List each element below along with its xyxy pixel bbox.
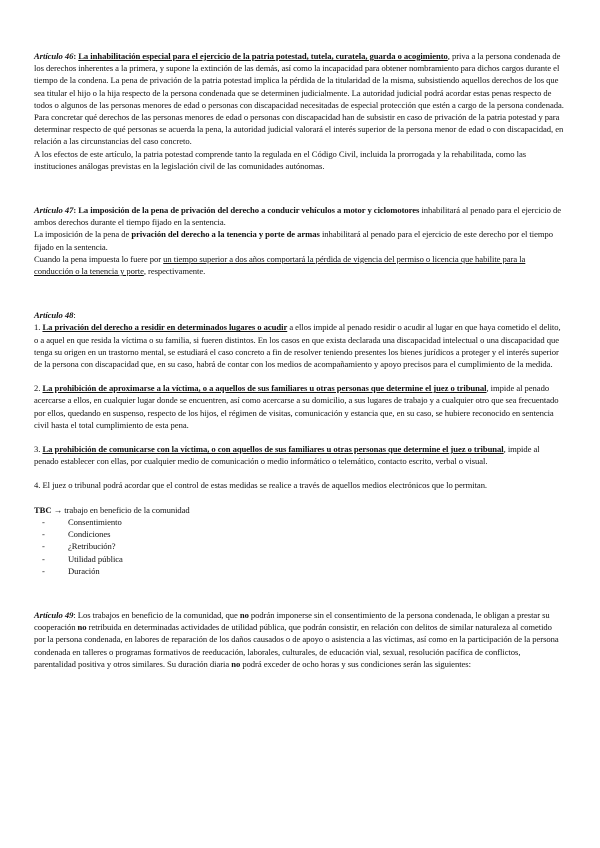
tbc-label: TBC <box>34 504 52 515</box>
article-49 <box>34 609 564 670</box>
article-49-label: Artículo 49 <box>34 609 74 620</box>
article-47-paragraph-3: Cuando la pena impuesta lo fuere por un tiempo superior a dos años comportará la pérdida de vigencia del permiso o licencia que habilite para la conducción o la tenencia y porte, respectivamente. <box>34 253 526 277</box>
list-item: - Consentimiento <box>42 516 564 528</box>
article-46-title: La inhabilitación especial para el ejercicio de la patria potestad, tutela, curatela, guarda o acogimiento <box>78 51 448 61</box>
list-item: - Condiciones <box>42 528 564 540</box>
tbc-note <box>34 504 564 577</box>
article-48 <box>34 309 564 491</box>
tbc-heading: TBC → trabajo en beneficio de la comunidad <box>34 504 190 515</box>
article-47-underlined-text: un tiempo superior a dos años comportará la pérdida de vigencia del permiso o licencia que habilite para la conducción o la tenencia y porte <box>34 253 526 277</box>
article-47-paragraph-2: La imposición de la pena de privación del derecho a la tenencia y porte de armas inhabilitará al penado para el ejercicio de este derecho por el tiempo fijado en la sentencia. <box>34 229 553 252</box>
article-46-label: Artículo 46 <box>34 51 74 61</box>
arrow-right-icon: → <box>53 504 63 515</box>
article-46-paragraph-3: A los efectos de este artículo, la patria potestad comprende tanto la regulada en el Código Civil, incluida la prorrogada y la rehabilitada, como las instituciones análogas previstas en la legislación civil de las comunidades autónomas. <box>34 148 527 171</box>
article-47-paragraph-1: Artículo 47: La imposición de la pena de privación del derecho a conducir vehículos a motor y ciclomotores inhabilitará al penado para el ejercicio de ambos derechos durante el tiempo fijado en la sentencia. <box>34 205 562 228</box>
article-47-label: Artículo 47 <box>34 205 74 216</box>
list-item: - ¿Retribución? <box>42 540 564 552</box>
article-48-item-3: 3. La prohibición de comunicarse con la víctima, o con aquellos de sus familiares u otras personas que determine el juez o tribunal, impide al penado establecer con ellas, por cualquier medio de comunicación o medio informático o telemático, contacto escrito, verbal o visual. <box>34 444 540 467</box>
article-47 <box>34 204 564 277</box>
article-48-item-1: 1. La privación del derecho a residir en determinados lugares o acudir a ellos impide al penado residir o acudir al lugar en que haya cometido el delito, o a aquel en que resida la víctima o su familia, si fueren distintos. En los casos en que exista declarada una discapacidad intelectual o una discapacidad que tenga su origen en un trastorno mental, se estudiará el caso concreto a fin de resolver teniendo presentes los bienes jurídicos a proteger y el interés superior de la persona con discapacidad que, en su caso, habrá de contar con los medios de acompañamiento y apoyo precisos para el cumplimiento de la medida. <box>34 322 561 370</box>
article-48-item-4: 4. El juez o tribunal podrá acordar que el control de estas medidas se realice a través de aquellos medios electrónicos que lo permitan. <box>34 480 488 491</box>
document-page <box>34 50 564 670</box>
article-48-item-2: 2. La prohibición de aproximarse a la víctima, o a aquellos de sus familiares u otras personas que determine el juez o tribunal, impide al penado acercarse a ellos, en cualquier lugar donde se encuentren, así como acercarse a su domicilio, a sus lugares de trabajo y a cualquier otro que sea frecuentado por ellos, quedando en suspenso, respecto de los hijos, el régimen de visitas, comunicación y estancia que, en su caso, se hubiere reconocido en sentencia civil hasta el total cumplimiento de esta pena. <box>34 383 559 430</box>
tbc-list <box>34 516 564 577</box>
article-48-label-line: Artículo 48: <box>34 310 76 321</box>
article-49-paragraph: Artículo 49: Los trabajos en beneficio de la comunidad, que no podrán imponerse sin el consentimiento de la persona condenada, le obligan a prestar su cooperación no retribuida en determinadas actividades de utilidad pública, que podrán consistir, en relación con delitos de similar naturaleza al cometido por la persona condenada, en labores de reparación de los daños causados o de apoyo o asistencia a las víctimas, así como en la participación de la persona condenada en talleres o programas formativos de reeducación, laborales, culturales, de educación vial, sexual, resolución pacífica de conflictos, parentalidad positiva y otros similares. Su duración diaria no podrá exceder de ocho horas y sus condiciones serán las siguientes: <box>34 609 559 669</box>
article-46-paragraph-2: Para concretar qué derechos de las personas menores de edad o personas con discapacidad han de subsistir en caso de privación de la patria potestad y para determinar respecto de qué personas se acuerda la pena, la autoridad judicial valorará el interés superior de la persona menor de edad o con discapacidad, en relación a las circunstancias del caso concreto. <box>34 112 564 147</box>
article-46-paragraph-1: Artículo 46: La inhabilitación especial para el ejercicio de la patria potestad, tutela, curatela, guarda o acogimiento, priva a la persona condenada de los derechos inherentes a la primera, y supone la extinción de las demás, así como la incapacidad para obtener nombramiento para dichos cargos durante el tiempo de la condena. La pena de privación de la patria potestad implica la pérdida de la titularidad de la misma, subsistiendo aquellos derechos de los que sea titular el hijo o la hija respecto de la persona condenada que se determinen judicialmente. La autoridad judicial podrá acordar estas penas respecto de todos o algunos de las personas menores de edad o personas con discapacidad necesitadas de especial protección que estén a cargo de la persona condenada. <box>34 51 564 110</box>
article-46 <box>34 50 564 172</box>
list-item: - Utilidad pública <box>42 553 564 565</box>
list-item: - Duración <box>42 565 564 577</box>
article-48-label: Artículo 48 <box>34 310 74 321</box>
article-47-title: La imposición de la pena de privación del derecho a conducir vehículos a motor y ciclomotores <box>78 205 420 216</box>
